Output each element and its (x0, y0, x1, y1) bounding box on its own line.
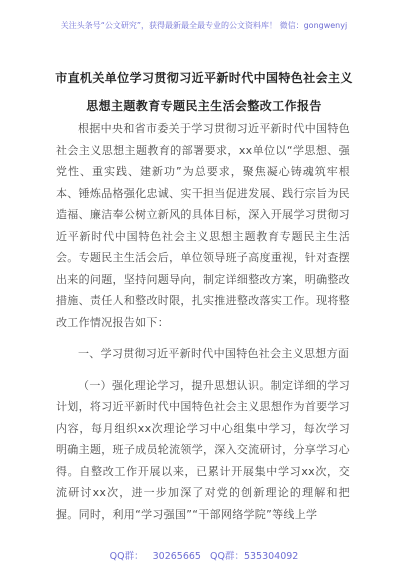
intro-paragraph: 根据中央和省市委关于学习贯彻习近平新时代中国特色社会主义思想主题教育的部署要求，xx单位以“学思想、强党性、重实践、建新功”为总要求，聚焦凝心铸魂筑牢根本、锤炼品格强化忠诚、实干担当促进发展、践行宗旨为民造福、廉洁奉公树立新风的具体目标，深入开展学习贯彻习近平新时代中国特色社会主义思想主题教育专题民主生活会。专题民主生活会后，单位领导班子高度重视，针对查摆出来的问题，坚持问题导向，制定详细整改方案，明确整改措施、责任人和整改时限，扎实推进整改落实工作。现将整改工作情况报告如下： (56, 122, 350, 329)
document-title: 市直机关单位学习贯彻习近平新时代中国特色社会主义思想主题教育专题民主生活会整改工作报告 (55, 71, 353, 113)
section-heading: 一、学习贯彻习近平新时代中国特色社会主义思想方面 (78, 347, 350, 360)
body-paragraph: （一）强化理论学习，提升思想认识。制定详细的学习计划，将习近平新时代中国特色社会主义思想作为首要学习内容，每月组织xx次理论学习中心组集中学习，每次学习明确主题，班子成员轮流领学，深入交流研讨，分享学习心得。自整改工作开展以来，已累计开展集中学习xx次，交流研讨xx次，进一步加深了对党的创新理论的理解和把握。同时，利用“学习强国”“干部网络学院”等线上学 (56, 378, 350, 521)
document-body (56, 118, 350, 525)
header-promo-note: 关注头条号“公文研究”，获得最新最全最专业的公文资料库！ 微信：gongwenyj (60, 21, 348, 30)
footer-qq-groups: QQ群： 30265665 QQ群：535304092 (109, 551, 299, 562)
